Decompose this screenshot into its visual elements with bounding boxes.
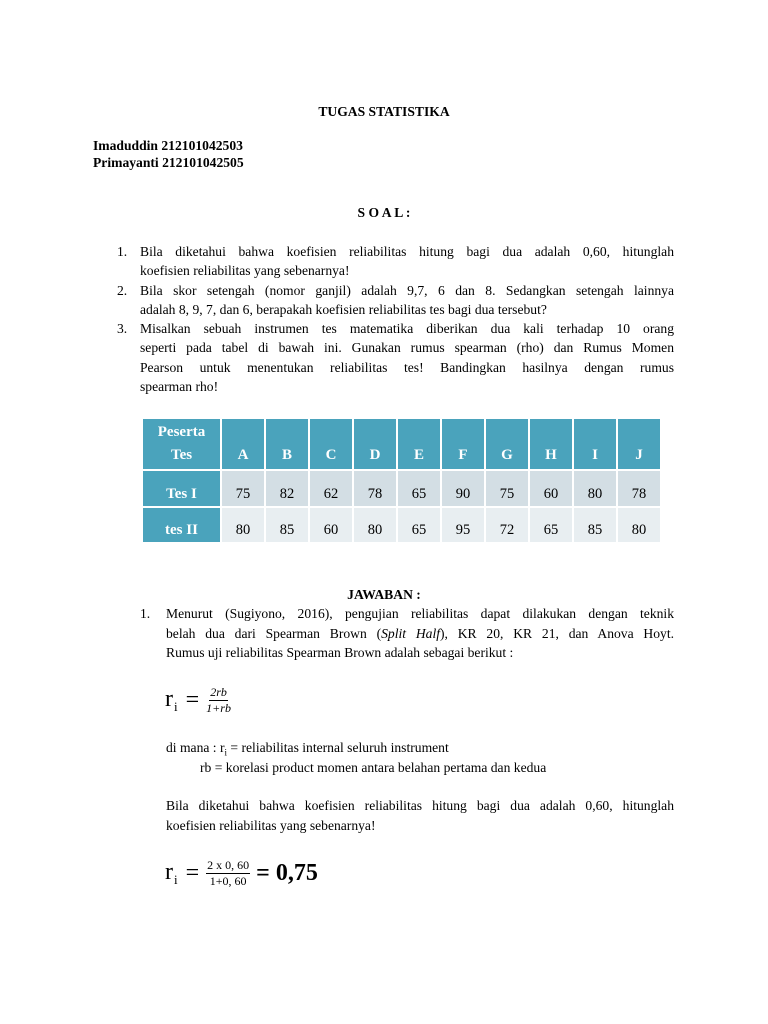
fraction-numerator: 2rb — [210, 684, 227, 699]
fraction-numerator: 2 x 0, 60 — [207, 857, 250, 872]
header-cell: D — [353, 418, 397, 470]
row-label: Tes I — [142, 470, 221, 507]
text-line: spearman rho! — [140, 379, 219, 395]
table-cell: 62 — [309, 470, 353, 507]
table-cell: 80 — [221, 507, 265, 543]
formula-fraction — [206, 859, 250, 888]
table-cell: 78 — [353, 470, 397, 507]
definition-rb: rb = korelasi product momen antara belahan pertama dan kedua — [200, 760, 547, 775]
header-cell: E — [397, 418, 441, 470]
item-number: 2. — [117, 282, 128, 298]
document-title: TUGAS STATISTIKA — [318, 104, 450, 119]
table-header-row — [142, 418, 661, 470]
table-cell: 72 — [485, 507, 529, 543]
formula-r: r — [165, 858, 173, 885]
text-line: koefisien reliabilitas yang sebenarnya! — [140, 263, 350, 279]
formula-r: r — [165, 685, 173, 712]
author-list — [93, 137, 244, 171]
header-cell: A — [221, 418, 265, 470]
table-row — [142, 470, 661, 507]
item-text — [140, 319, 674, 396]
table-cell: 65 — [529, 507, 573, 543]
definition-prefix: di mana : r — [166, 740, 225, 755]
item-number: 3. — [117, 321, 128, 337]
table-cell: 65 — [397, 507, 441, 543]
text-line: koefisien reliabilitas yang sebenarnya! — [166, 818, 376, 833]
header-cell: J — [617, 418, 661, 470]
item-number: 1. — [117, 244, 128, 259]
table-cell: 80 — [617, 507, 661, 543]
table-cell: 60 — [529, 470, 573, 507]
formula-result: = 0,75 — [256, 860, 318, 886]
item-text — [166, 604, 674, 663]
table-cell: 90 — [441, 470, 485, 507]
text-line: Bila diketahui bahwa koefisien reliabilitas hitung bagi dua adalah 0,60, hitunglah — [166, 798, 674, 813]
text-segment: ), KR 20, KR 21, dan Anova Hoyt. — [440, 625, 675, 641]
formula-symbol — [165, 860, 178, 887]
formula-equals: = — [185, 860, 200, 886]
list-item — [117, 319, 674, 396]
problem-paragraph — [166, 796, 674, 836]
table-cell: 85 — [265, 507, 309, 543]
text-line — [166, 624, 674, 644]
text-line: Menurut (Sugiyono, 2016), pengujian reliabilitas dapat dilakukan dengan teknik — [166, 606, 674, 621]
header-cell: F — [441, 418, 485, 470]
text-line: Misalkan sebuah instrumen tes matematika diberikan dua kali terhadap 10 orang — [140, 321, 674, 337]
soal-heading: S O A L : — [357, 205, 411, 220]
fraction-denominator: 1+rb — [206, 700, 231, 715]
table-cell: 80 — [353, 507, 397, 543]
table-cell: 95 — [441, 507, 485, 543]
header-cell: C — [309, 418, 353, 470]
header-cell-peserta — [142, 418, 221, 470]
formula-subscript: i — [174, 871, 178, 887]
score-table — [141, 417, 662, 544]
item-number: 1. — [140, 606, 151, 621]
header-cell: B — [265, 418, 309, 470]
fraction-denominator: 1+0, 60 — [209, 873, 247, 888]
formula-subscript: i — [174, 698, 178, 714]
italic-term: Split Half — [381, 625, 441, 641]
table-cell: 65 — [397, 470, 441, 507]
list-item — [140, 604, 674, 663]
table-cell: 80 — [573, 470, 617, 507]
author-name: Imaduddin 212101042503 — [93, 138, 243, 153]
text-line: Pearson untuk menentukan reliabilitas tes! Bandingkan hasilnya dengan rumus — [140, 359, 674, 375]
text-line: Rumus uji reliabilitas Spearman Brown adalah sebagai berikut : — [166, 645, 514, 660]
spearman-brown-formula — [165, 685, 231, 715]
item-text — [140, 242, 674, 281]
text-segment: belah dua dari Spearman Brown ( — [166, 625, 382, 641]
table-cell: 85 — [573, 507, 617, 543]
definition-ri — [166, 738, 449, 758]
jawaban-heading: JAWABAN : — [347, 587, 421, 602]
formula-equals: = — [185, 687, 200, 713]
header-cell: G — [485, 418, 529, 470]
table-row — [142, 507, 661, 543]
text-line: adalah 8, 9, 7, dan 6, berapakah koefisien reliabilitas tes bagi dua tersebut? — [140, 301, 547, 317]
item-text — [140, 281, 674, 320]
row-label: tes II — [142, 507, 221, 543]
text-line: Bila skor setengah (nomor ganjil) adalah 9,7, 6 dan 8. Sedangkan setengah lainnya — [140, 282, 674, 298]
header-label-line: Peserta — [157, 424, 206, 440]
header-cell: H — [529, 418, 573, 470]
table-cell: 82 — [265, 470, 309, 507]
definition-text: = reliabilitas internal seluruh instrument — [227, 740, 449, 755]
definition-subscript: i — [224, 747, 228, 758]
list-item — [117, 281, 674, 320]
header-cell: I — [573, 418, 617, 470]
formula-fraction — [206, 686, 231, 715]
table-cell: 75 — [221, 470, 265, 507]
formula-symbol — [165, 687, 178, 714]
list-item — [117, 242, 674, 281]
author-name: Primayanti 212101042505 — [93, 155, 244, 170]
jawaban-list — [140, 604, 674, 663]
header-label-line: Tes — [170, 447, 193, 463]
table-cell: 78 — [617, 470, 661, 507]
text-line: seperti pada tabel di bawah ini. Gunakan rumus spearman (rho) dan Rumus Momen — [140, 340, 674, 356]
result-formula — [165, 858, 318, 888]
soal-list — [117, 242, 674, 396]
table-cell: 60 — [309, 507, 353, 543]
text-line: Bila diketahui bahwa koefisien reliabilitas hitung bagi dua adalah 0,60, hitunglah — [140, 244, 674, 259]
table-cell: 75 — [485, 470, 529, 507]
